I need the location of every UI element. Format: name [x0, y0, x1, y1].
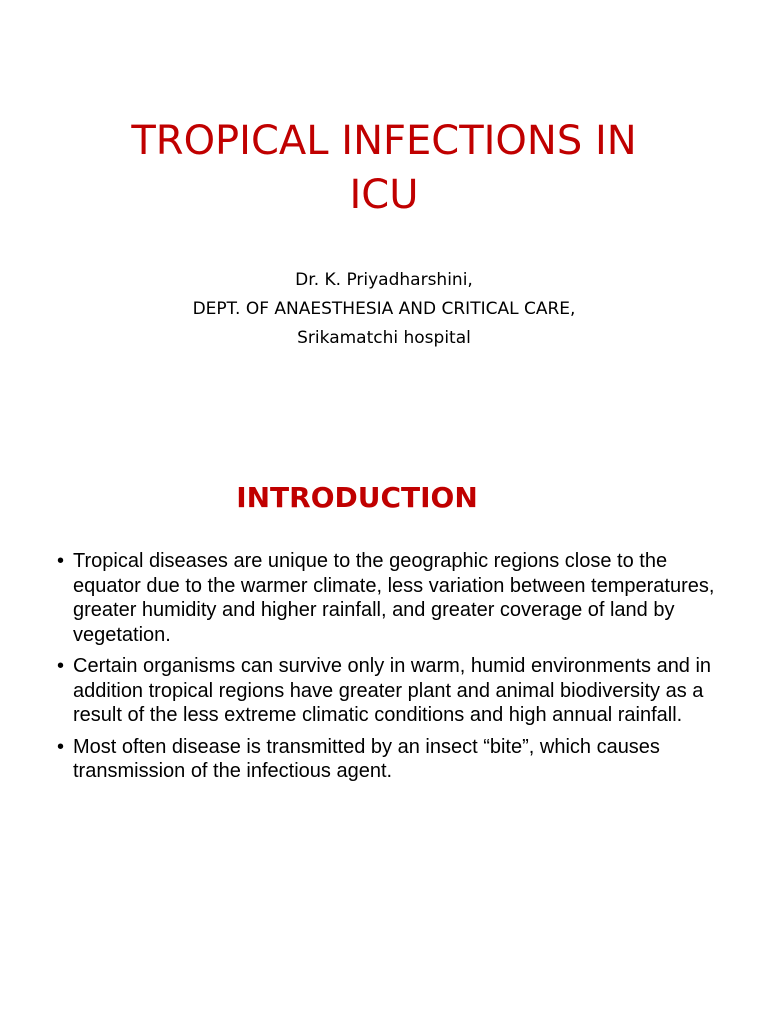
title-line-2: ICU — [349, 172, 419, 218]
slide-heading: INTRODUCTION — [236, 481, 478, 514]
bullet-text: Certain organisms can survive only in warm, humid environments and in addition tropical regions have greater plant and animal biodiversity as a result of the less extreme climatic conditions and high annual rainfall. — [73, 655, 712, 726]
author-department: DEPT. OF ANAESTHESIA AND CRITICAL CARE, — [192, 299, 576, 319]
bullet-item — [57, 549, 717, 647]
bullet-text: Most often disease is transmitted by an insect “bite”, which causes transmission of the infectious agent. — [73, 735, 660, 782]
author-name: Dr. K. Priyadharshini, — [295, 270, 473, 290]
introduction-slide — [0, 432, 768, 1024]
bullet-marker: • — [57, 655, 65, 677]
author-hospital: Srikamatchi hospital — [297, 328, 471, 348]
bullet-item — [57, 654, 717, 728]
bullet-marker: • — [57, 550, 65, 572]
presentation-title — [0, 114, 768, 222]
author-block — [0, 266, 768, 353]
title-slide — [0, 0, 768, 432]
bullet-text: Tropical diseases are unique to the geographic regions close to the equator due to the warmer climate, less variation between temperatures, greater humidity and higher rainfall, and greater coverage of land by vegetation. — [73, 550, 715, 646]
bullet-list — [57, 549, 717, 791]
bullet-item — [57, 735, 717, 784]
title-line-1: TROPICAL INFECTIONS IN — [131, 118, 637, 164]
bullet-marker: • — [57, 735, 65, 758]
